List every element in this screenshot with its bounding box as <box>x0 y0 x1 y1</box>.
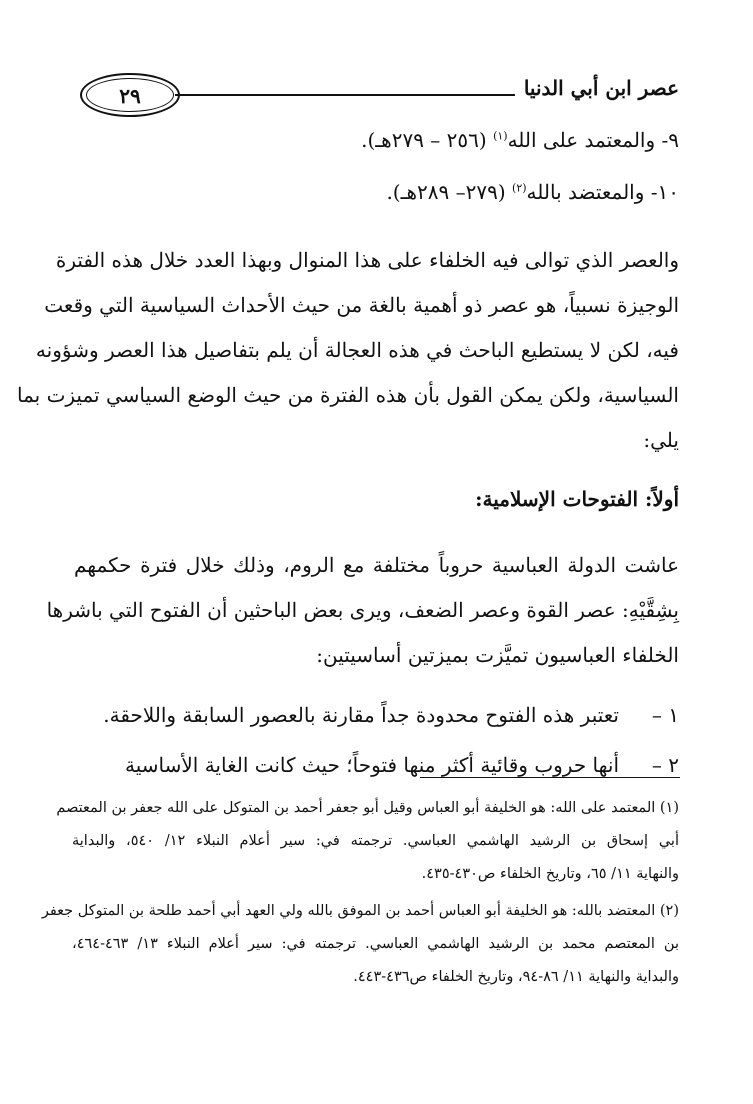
caliph-name: ١٠- والمعتضد بالله <box>526 180 679 204</box>
caliph-name: ٩- والمعتمد على الله <box>507 128 679 152</box>
caliph-years: (٢٧٩– ٢٨٩هـ). <box>386 180 513 204</box>
caliph-item <box>361 128 679 152</box>
running-title: عصر ابن أبي الدنيا <box>523 76 679 100</box>
paragraph-line: والعصر الذي توالى فيه الخلفاء على هذا المنوال وبهذا العدد خلال هذه الفترة <box>55 248 679 272</box>
footnote-rule <box>420 777 680 778</box>
footnote-ref[interactable]: (٢) <box>512 181 527 195</box>
paragraph-line: فيه، لكن لا يستطيع الباحث في هذه العجالة أن يلم بتفاصيل هذا العصر وشؤونه <box>35 338 679 362</box>
paragraph-line: الخلفاء العباسيون تميَّزت بميزتين أساسيتين: <box>316 643 679 667</box>
caliph-item <box>386 180 679 204</box>
book-page: عصر ابن أبي الدنيا ٢٩ ٩- والمعتمد على الله$^{(١)}$ (٢٥٦ – ٢٧٩هـ). ١٠- والمعتضد بالله$^{(٢)}$ (٢٧٩– ٢٨٩هـ). والعصر الذي توالى فيه الخلفاء على هذا المنوال وبهذا العدد خلال هذه الفترة الوجيزة نسبياً، هو عصر ذو أهمية بالغة من حيث الأحداث السياسية التي وقعت فيه، لكن لا يستطيع الباحث في هذه العجالة أن يلم بتفاصيل هذا العصر وشؤونه السياسية، ولكن يمكن القول بأن هذه الفترة من حيث الوضع السياسي تميزت بما يلي: أولاً: الفتوحات الإسلامية: عاشت الدولة العباسية حروباً مختلفة مع الروم، وذلك خلال فترة حكمهم بِشِقَّيْهِ: عصر القوة وعصر الضعف، ويرى بعض الباحثين أن الفتوح التي باشرها الخلفاء العباسيون تميَّزت بميزتين أساسيتين: ١ –تعتبر هذه الفتوح محدودة جداً مقارنة بالعصور السابقة واللاحقة. ٢ –أنها حروب وقائية أكثر منها فتوحاً؛ حيث كانت الغاية الأساسية (١) المعتمد على الله: هو الخليفة أبو العباس وقيل أبو جعفر أحمد بن المتوكل على الله جعفر بن المعتصم أبي إسحاق بن الرشيد الهاشمي العباسي. ترجمته في: سير أعلام النبلاء ١٢/ ٥٤٠، والبداية والنهاية ١١/ ٦٥، وتاريخ الخلفاء ص٤٣٠-٤٣٥. (٢) المعتضد بالله: هو الخليفة أبو العباس أحمد بن الموفق بالله ولي العهد أبي أحمد طلحة بن المتوكل جعفر بن المعتصم محمد بن الرشيد الهاشمي العباسي. ترجمته في: سير أعلام النبلاء ١٣/ ٤٦٣-٤٦٤، والبداية والنهاية ١١/ ٨٦-٩٤، وتاريخ الخلفاء ص٤٣٦-٤٤٣. <box>0 0 753 1104</box>
paragraph-line: يلي: <box>643 428 679 452</box>
list-number: ١ – <box>651 703 679 727</box>
list-number: ٢ – <box>651 753 679 777</box>
list-item <box>103 703 679 727</box>
caliph-years: (٢٥٦ – ٢٧٩هـ). <box>361 128 494 152</box>
footnote-line: (٢) المعتضد بالله: هو الخليفة أبو العباس أحمد بن الموفق بالله ولي العهد أبي أحمد طلحة بن المتوكل جعفر <box>41 903 679 919</box>
page-number-oval <box>80 73 180 117</box>
page-number: ٢٩ <box>119 84 141 108</box>
list-text: أنها حروب وقائية أكثر منها فتوحاً؛ حيث كانت الغاية الأساسية <box>125 753 619 777</box>
footnote-line: بن المعتصم محمد بن الرشيد الهاشمي العباسي. ترجمته في: سير أعلام النبلاء ١٣/ ٤٦٣-٤٦٤، <box>72 936 679 952</box>
list-text: تعتبر هذه الفتوح محدودة جداً مقارنة بالعصور السابقة واللاحقة. <box>103 703 619 727</box>
list-item <box>125 753 679 777</box>
paragraph-line: عاشت الدولة العباسية حروباً مختلفة مع الروم، وذلك خلال فترة حكمهم <box>74 553 679 577</box>
footnote-ref[interactable]: (١) <box>493 129 508 143</box>
paragraph-line: الوجيزة نسبياً، هو عصر ذو أهمية بالغة من حيث الأحداث السياسية التي وقعت <box>44 293 679 317</box>
footnote-line: (١) المعتمد على الله: هو الخليفة أبو العباس وقيل أبو جعفر أحمد بن المتوكل على الله جعفر بن المعتصم <box>56 800 679 816</box>
footnote-line: والنهاية ١١/ ٦٥، وتاريخ الخلفاء ص٤٣٠-٤٣٥. <box>421 866 679 882</box>
paragraph-line: بِشِقَّيْهِ: عصر القوة وعصر الضعف، ويرى بعض الباحثين أن الفتوح التي باشرها <box>46 598 679 622</box>
footnote-line: أبي إسحاق بن الرشيد الهاشمي العباسي. ترجمته في: سير أعلام النبلاء ١٢/ ٥٤٠، والبداية <box>72 833 679 849</box>
paragraph-line: السياسية، ولكن يمكن القول بأن هذه الفترة من حيث الوضع السياسي تميزت بما <box>16 383 679 407</box>
header-rule <box>175 94 515 96</box>
footnote-line: والبداية والنهاية ١١/ ٨٦-٩٤، وتاريخ الخلفاء ص٤٣٦-٤٤٣. <box>353 969 679 985</box>
